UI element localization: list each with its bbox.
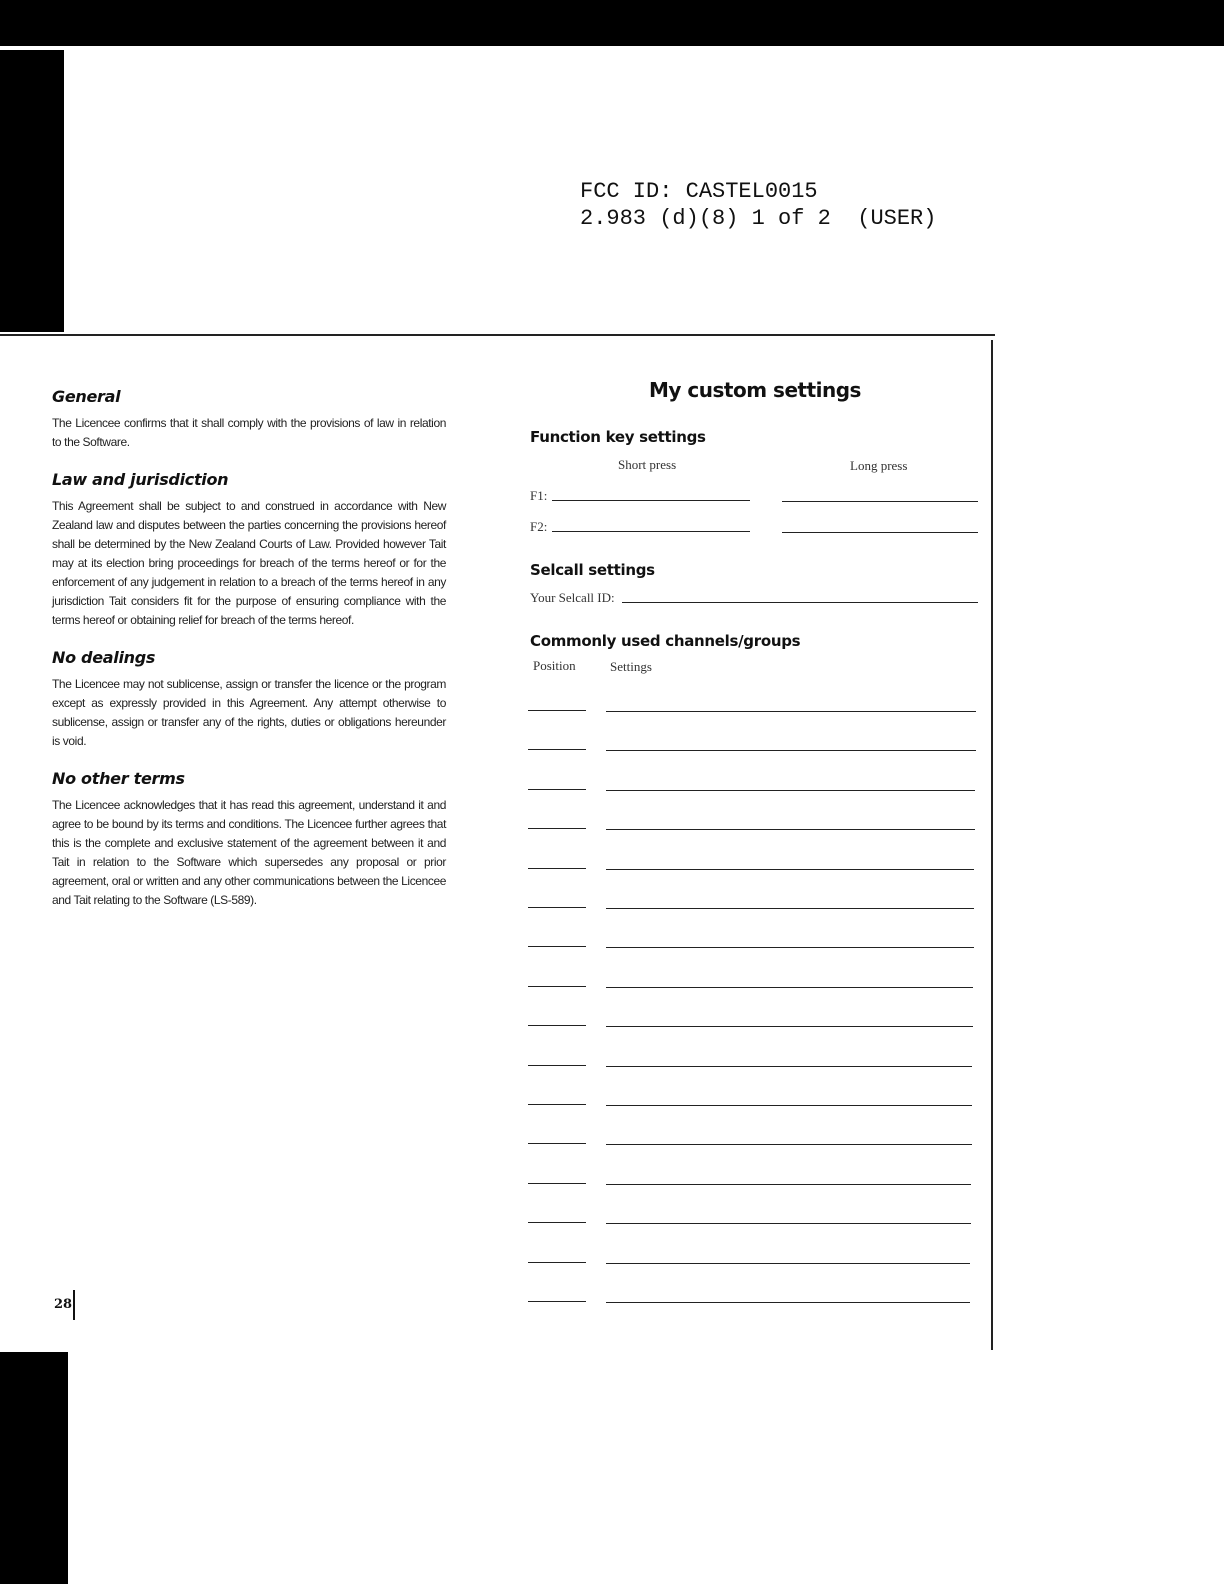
selcall-id-field[interactable] bbox=[622, 602, 978, 603]
channel-settings-field[interactable] bbox=[606, 1105, 972, 1106]
channel-position-field[interactable] bbox=[528, 828, 586, 829]
channel-position-field[interactable] bbox=[528, 1025, 586, 1026]
channel-settings-field[interactable] bbox=[606, 1026, 973, 1027]
section-heading: No other terms bbox=[52, 769, 185, 788]
channel-settings-field[interactable] bbox=[606, 750, 976, 751]
channel-position-field[interactable] bbox=[528, 789, 586, 790]
channel-position-field[interactable] bbox=[528, 1065, 586, 1066]
section-heading: Law and jurisdiction bbox=[52, 470, 229, 489]
selcall-id-label: Your Selcall ID: bbox=[530, 590, 615, 605]
f2-long-press-field[interactable] bbox=[782, 532, 978, 533]
section-body: The Licencee confirms that it shall comply with the provisions of law in relation to the Software. bbox=[52, 416, 446, 449]
fcc-id-line: FCC ID: CASTEL0015 bbox=[580, 179, 818, 204]
channel-position-field[interactable] bbox=[528, 1104, 586, 1105]
fcc-stamp bbox=[580, 178, 936, 232]
settings-column-label: Settings bbox=[610, 659, 652, 674]
f1-label: F1: bbox=[530, 488, 548, 503]
channel-settings-field[interactable] bbox=[606, 1263, 970, 1264]
long-press-label: Long press bbox=[850, 458, 908, 473]
section-heading: General bbox=[52, 387, 121, 406]
channel-settings-field[interactable] bbox=[606, 1144, 972, 1145]
header-rule bbox=[0, 334, 995, 336]
channel-position-field[interactable] bbox=[528, 946, 586, 947]
channel-position-field[interactable] bbox=[528, 986, 586, 987]
position-column-label: Position bbox=[533, 658, 576, 673]
channel-settings-field[interactable] bbox=[606, 829, 975, 830]
channel-position-field[interactable] bbox=[528, 1222, 586, 1223]
f2-short-press-field[interactable] bbox=[552, 531, 750, 532]
section-no-other-terms bbox=[52, 769, 446, 910]
f1-short-press-field[interactable] bbox=[552, 500, 750, 501]
fcc-rule-line: 2.983 (d)(8) 1 of 2 (USER) bbox=[580, 206, 937, 231]
channel-position-field[interactable] bbox=[528, 1143, 586, 1144]
section-law-and-jurisdiction bbox=[52, 470, 446, 630]
section-general bbox=[52, 387, 446, 452]
channel-settings-field[interactable] bbox=[606, 1184, 971, 1185]
channel-position-field[interactable] bbox=[528, 749, 586, 750]
channel-settings-field[interactable] bbox=[606, 908, 974, 909]
channel-settings-field[interactable] bbox=[606, 1223, 971, 1224]
channel-settings-field[interactable] bbox=[606, 987, 973, 988]
channel-settings-field[interactable] bbox=[606, 947, 974, 948]
channels-heading: Commonly used channels/groups bbox=[530, 632, 801, 650]
channel-settings-field[interactable] bbox=[606, 1302, 970, 1303]
selcall-heading: Selcall settings bbox=[530, 561, 655, 579]
channel-position-field[interactable] bbox=[528, 868, 586, 869]
scan-border-top bbox=[0, 0, 1224, 46]
short-press-label: Short press bbox=[618, 457, 677, 472]
channel-settings-field[interactable] bbox=[606, 790, 975, 791]
section-body: The Licencee may not sublicense, assign or transfer the licence or the program except as expressly provided in this Agreement. Any attempt otherwise to sublicense, assign or transfer any of the rights, duties or obligations hereunder is void. bbox=[52, 677, 446, 748]
page-edge-right bbox=[991, 340, 993, 1350]
licence-terms-column bbox=[52, 387, 446, 928]
channel-position-field[interactable] bbox=[528, 907, 586, 908]
channel-position-field[interactable] bbox=[528, 1262, 586, 1263]
channel-settings-field[interactable] bbox=[606, 869, 974, 870]
page-title: My custom settings bbox=[649, 378, 861, 402]
section-heading: No dealings bbox=[52, 648, 156, 667]
channel-position-field[interactable] bbox=[528, 1183, 586, 1184]
f2-label: F2: bbox=[530, 519, 548, 534]
section-no-dealings bbox=[52, 648, 446, 751]
function-key-heading: Function key settings bbox=[530, 428, 706, 446]
scan-border-left-bottom bbox=[0, 1352, 68, 1584]
section-body: This Agreement shall be subject to and construed in accordance with New Zealand law and disputes between the parties concerning the provisions hereof shall be determined by the New Zealand Courts of Law. Provided however Tait may at its election bring proceedings for breach of the terms hereof or for the enforcement of any judgement in relation to a breach of the terms hereof in any jurisdiction Tait considers fit for the purpose of ensuring compliance with the terms hereof or obtaining relief for breach of the terms hereof. bbox=[52, 499, 446, 627]
scan-border-left-top bbox=[0, 50, 64, 332]
section-body: The Licencee acknowledges that it has read this agreement, understand it and agree to be bound by its terms and conditions. The Licencee further agrees that this is the complete and exclusive statement of the agreement between it and Tait in relation to the Software which supersedes any proposal or prior agreement, oral or written and any other communications between the Licencee and Tait relating to the Software (LS-589). bbox=[52, 798, 446, 907]
page-number: 28 bbox=[54, 1297, 73, 1312]
channel-settings-field[interactable] bbox=[606, 711, 976, 712]
f1-long-press-field[interactable] bbox=[782, 501, 978, 502]
page-number-rule bbox=[73, 1290, 75, 1320]
channel-position-field[interactable] bbox=[528, 710, 586, 711]
channel-position-field[interactable] bbox=[528, 1301, 586, 1302]
channel-settings-field[interactable] bbox=[606, 1066, 972, 1067]
